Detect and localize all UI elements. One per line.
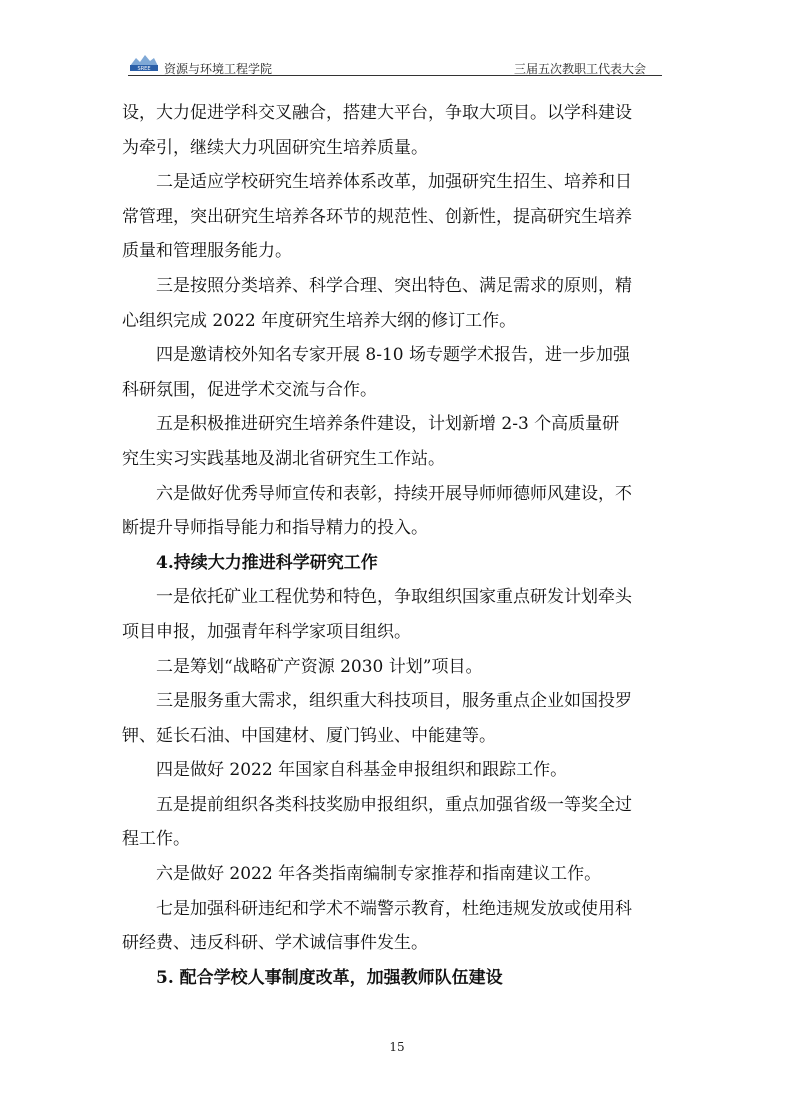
text-line: 程工作。 [122, 829, 190, 850]
text-line: 二是筹划“战略矿产资源 2030 计划”项目。 [156, 656, 483, 677]
text-line: 六是做好 2022 年各类指南编制专家推荐和指南建议工作。 [156, 864, 602, 885]
text-line: 心组织完成 2022 年度研究生培养大纲的修订工作。 [122, 310, 517, 331]
section-heading: 5. 配合学校人事制度改革，加强教师队伍建设 [156, 967, 503, 988]
text-line: 研经费、违反科研、学术诚信事件发生。 [122, 933, 428, 954]
text-line: 四是做好 2022 年国家自科基金申报组织和跟踪工作。 [156, 760, 568, 781]
header-divider [128, 75, 662, 76]
header-school-name: 资源与环境工程学院 [164, 62, 273, 76]
text-line: 七是加强科研违纪和学术不端警示教育，杜绝违规发放或使用科 [156, 898, 632, 919]
text-line: 三是按照分类培养、科学合理、突出特色、满足需求的原则，精 [156, 275, 632, 296]
school-logo-icon [128, 52, 160, 72]
page-header [128, 52, 662, 76]
text-line: 一是依托矿业工程优势和特色，争取组织国家重点研发计划牵头 [156, 587, 632, 608]
header-meeting-name: 三届五次教职工代表大会 [513, 62, 646, 76]
text-line: 项目申报，加强青年科学家项目组织。 [122, 621, 411, 642]
text-line: 设，大力促进学科交叉融合，搭建大平台，争取大项目。以学科建设 [122, 103, 632, 123]
page-number: 15 [389, 1040, 405, 1054]
text-line: 质量和管理服务能力。 [122, 241, 292, 262]
text-line: 二是适应学校研究生培养体系改革，加强研究生招生、培养和日 [156, 172, 632, 193]
section-heading: 4.持续大力推进科学研究工作 [156, 552, 378, 573]
logo-text: SREE [137, 66, 151, 72]
text-line: 究生实习实践基地及湖北省研究生工作站。 [122, 448, 445, 469]
text-line: 钾、延长石油、中国建材、厦门钨业、中能建等。 [122, 725, 496, 746]
text-line: 四是邀请校外知名专家开展 8-10 场专题学术报告，进一步加强 [156, 345, 630, 366]
text-line: 三是服务重大需求，组织重大科技项目，服务重点企业如国投罗 [156, 691, 632, 712]
text-line: 断提升导师指导能力和指导精力的投入。 [122, 518, 428, 539]
text-line: 五是积极推进研究生培养条件建设，计划新增 2-3 个高质量研 [156, 414, 620, 435]
text-line: 五是提前组织各类科技奖励申报组织，重点加强省级一等奖全过 [156, 794, 632, 815]
text-line: 六是做好优秀导师宣传和表彰，持续开展导师师德师风建设，不 [156, 483, 632, 504]
text-line: 为牵引，继续大力巩固研究生培养质量。 [122, 137, 428, 158]
document-body [122, 96, 672, 995]
text-line: 科研氛围，促进学术交流与合作。 [122, 379, 377, 400]
text-line: 常管理，突出研究生培养各环节的规范性、创新性，提高研究生培养 [122, 206, 632, 227]
